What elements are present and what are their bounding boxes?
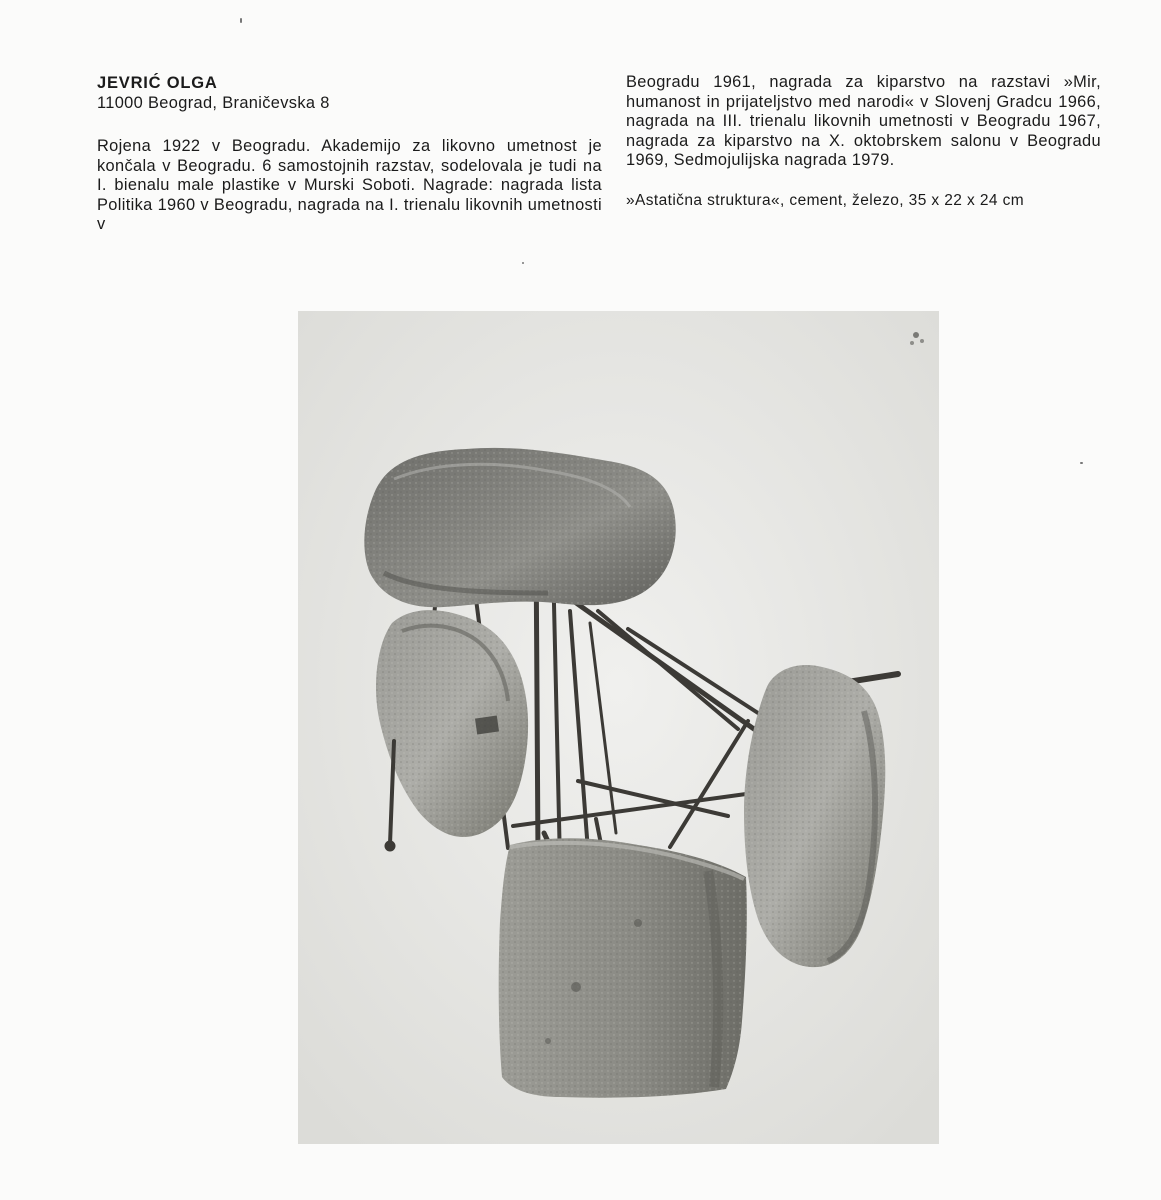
dust-speck: [240, 18, 242, 23]
sculpture-photograph: [298, 311, 939, 1144]
artist-name: JEVRIĆ OLGA: [97, 74, 218, 92]
text-column-left: [97, 74, 602, 235]
text-column-right: [626, 73, 1101, 210]
artist-address: 11000 Beograd, Braničevska 8: [97, 93, 330, 112]
dust-speck: [1080, 462, 1083, 464]
artist-biography-continued: Beogradu 1961, nagrada za kiparstvo na razstavi »Mir, humanost in prijateljstvo med narodi« v Slovenj Gradcu 1966, nagrada na III. trienalu likovnih umetnosti v Beogradu 1967, nagrada za kiparstvo na X. oktobrskem salonu v Beogradu 1969, Sedmojulijska nagrada 1979.: [626, 73, 1101, 169]
artwork-caption: »Astatična struktura«, cement, železo, 35 x 22 x 24 cm: [626, 191, 1025, 209]
artist-biography: Rojena 1922 v Beogradu. Akademijo za likovno umetnost je končala v Beogradu. 6 samostojnih razstav, sodelovala je tudi na I. bienalu male plastike v Murski Soboti. Nagrade: nagrada lista Politika 1960 v Beogradu, nagrada na I. trienalu likovnih umetnosti v: [97, 137, 602, 233]
sculpture-illustration: [298, 311, 939, 1144]
dust-speck: [522, 262, 524, 264]
